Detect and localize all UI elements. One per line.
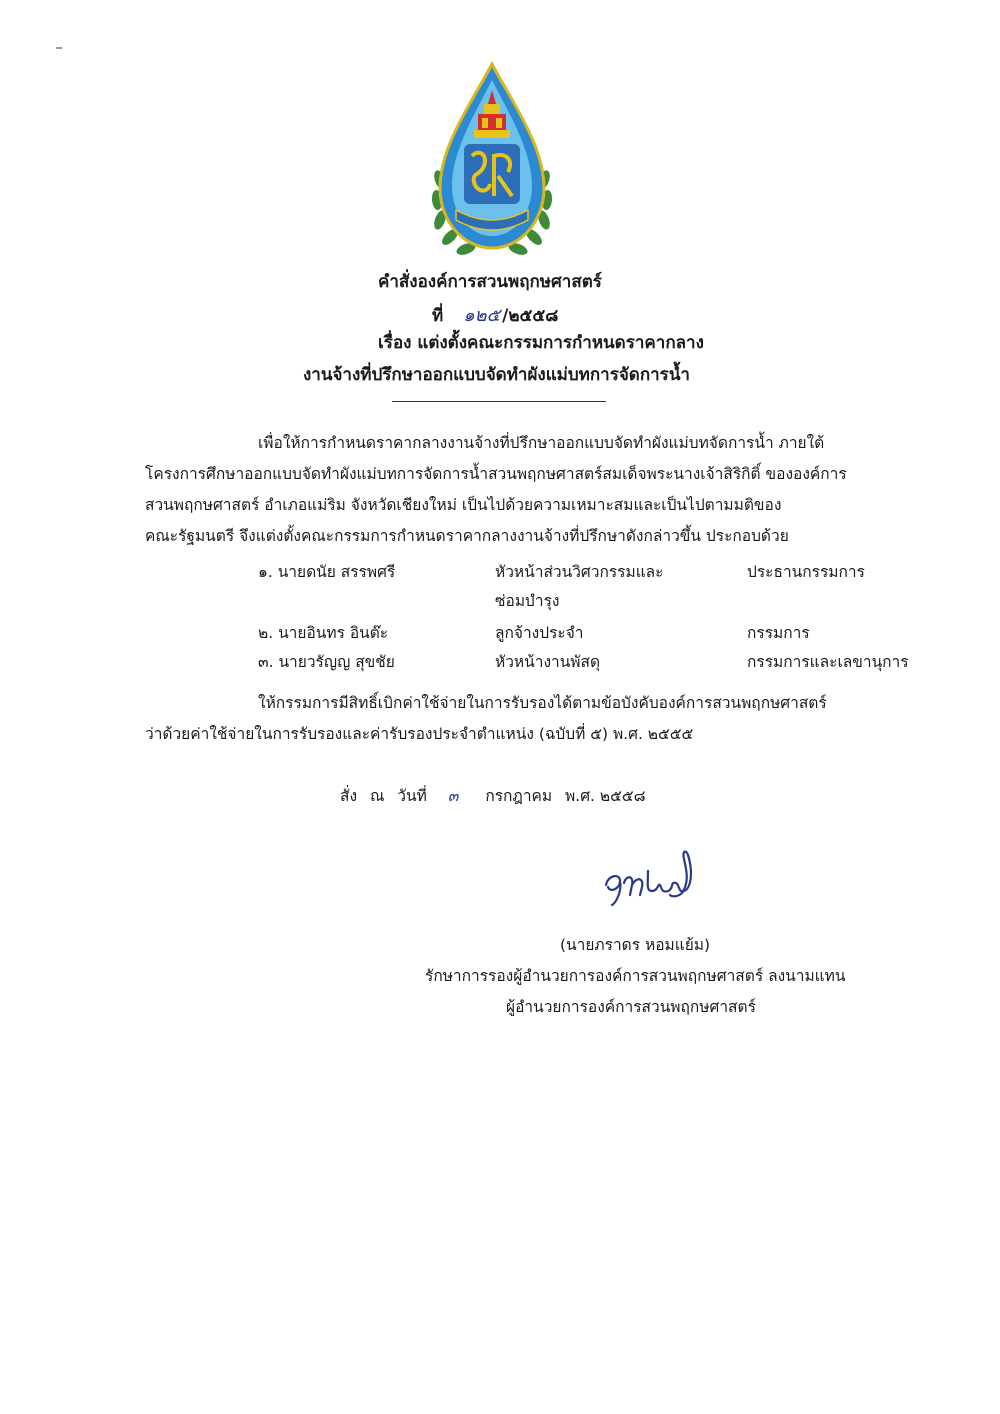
paragraph-1-line-2: โครงการศึกษาออกแบบจัดทำผังแม่บทการจัดการน้ำสวนพฤกษศาสตร์สมเด็จพระนางเจ้าสิริกิติ์ ขององค์การ xyxy=(145,465,847,483)
member-1-role: ประธานกรรมการ xyxy=(747,563,865,581)
botanical-garden-emblem-icon xyxy=(428,60,556,258)
organization-logo xyxy=(428,60,556,258)
date-at: ณ xyxy=(369,787,385,805)
member-2-name: ๒. นายอินทร อินต๊ะ xyxy=(258,624,389,642)
signer-name: (นายภราดร หอมแย้ม) xyxy=(560,936,711,954)
date-day-handwritten: ๓ xyxy=(447,787,459,805)
subject-line-1: เรื่อง แต่งตั้งคณะกรรมการกำหนดราคากลาง xyxy=(378,333,704,353)
order-number-year: /๒๕๕๘ xyxy=(502,306,559,326)
paragraph-1-line-1: เพื่อให้การกำหนดราคากลางงานจ้างที่ปรึกษาออกแบบจัดทำผังแม่บทจัดการน้ำ ภายใต้ xyxy=(258,434,825,452)
member-1-position-line-2: ซ่อมบำรุง xyxy=(495,592,560,610)
order-date xyxy=(340,783,646,808)
date-year: พ.ศ. ๒๕๕๘ xyxy=(565,787,646,805)
signature-scribble-icon xyxy=(598,845,698,915)
date-day-label: วันที่ xyxy=(397,787,427,805)
scan-speck xyxy=(56,47,62,49)
order-title: คำสั่งองค์การสวนพฤกษศาสตร์ xyxy=(378,272,602,292)
order-number xyxy=(432,300,558,329)
signer-title-line-2: ผู้อำนวยการองค์การสวนพฤกษศาสตร์ xyxy=(506,998,756,1016)
paragraph-1-line-4: คณะรัฐมนตรี จึงแต่งตั้งคณะกรรมการกำหนดราคากลางงานจ้างที่ปรึกษาดังกล่าวขึ้น ประกอบด้วย xyxy=(145,527,789,545)
date-month: กรกฎาคม xyxy=(485,787,553,805)
signer-title-line-1: รักษาการรองผู้อำนวยการองค์การสวนพฤกษศาสตร์ ลงนามแทน xyxy=(425,967,846,985)
member-2-role: กรรมการ xyxy=(747,624,810,642)
member-1-name: ๑. นายดนัย สรรพศรี xyxy=(258,563,396,581)
paragraph-1-line-3: สวนพฤกษศาสตร์ อำเภอแม่ริม จังหวัดเชียงใหม่ เป็นไปด้วยความเหมาะสมและเป็นไปตามมติของ xyxy=(145,496,782,514)
member-1-position: หัวหน้าส่วนวิศวกรรมและ xyxy=(495,563,664,581)
member-3-name: ๓. นายวรัญญ สุขชัย xyxy=(258,653,395,671)
handwritten-signature xyxy=(598,845,698,915)
header-divider xyxy=(392,401,606,402)
paragraph-2-line-2: ว่าด้วยค่าใช้จ่ายในการรับรองและค่ารับรองประจำตำแหน่ง (ฉบับที่ ๕) พ.ศ. ๒๕๕๕ xyxy=(145,725,694,743)
member-3-role: กรรมการและเลขานุการ xyxy=(747,653,909,671)
subject-line-2: งานจ้างที่ปรึกษาออกแบบจัดทำผังแม่บทการจัดการน้ำ xyxy=(303,365,690,385)
member-2-position: ลูกจ้างประจำ xyxy=(495,624,584,642)
order-number-handwritten: ๑๒๕ xyxy=(463,305,501,326)
order-number-label: ที่ xyxy=(432,306,444,326)
date-prefix: สั่ง xyxy=(340,787,358,805)
member-3-position: หัวหน้างานพัสดุ xyxy=(495,653,601,671)
paragraph-2-line-1: ให้กรรมการมีสิทธิ์เบิกค่าใช้จ่ายในการรับรองได้ตามข้อบังคับองค์การสวนพฤกษศาสตร์ xyxy=(258,694,827,712)
